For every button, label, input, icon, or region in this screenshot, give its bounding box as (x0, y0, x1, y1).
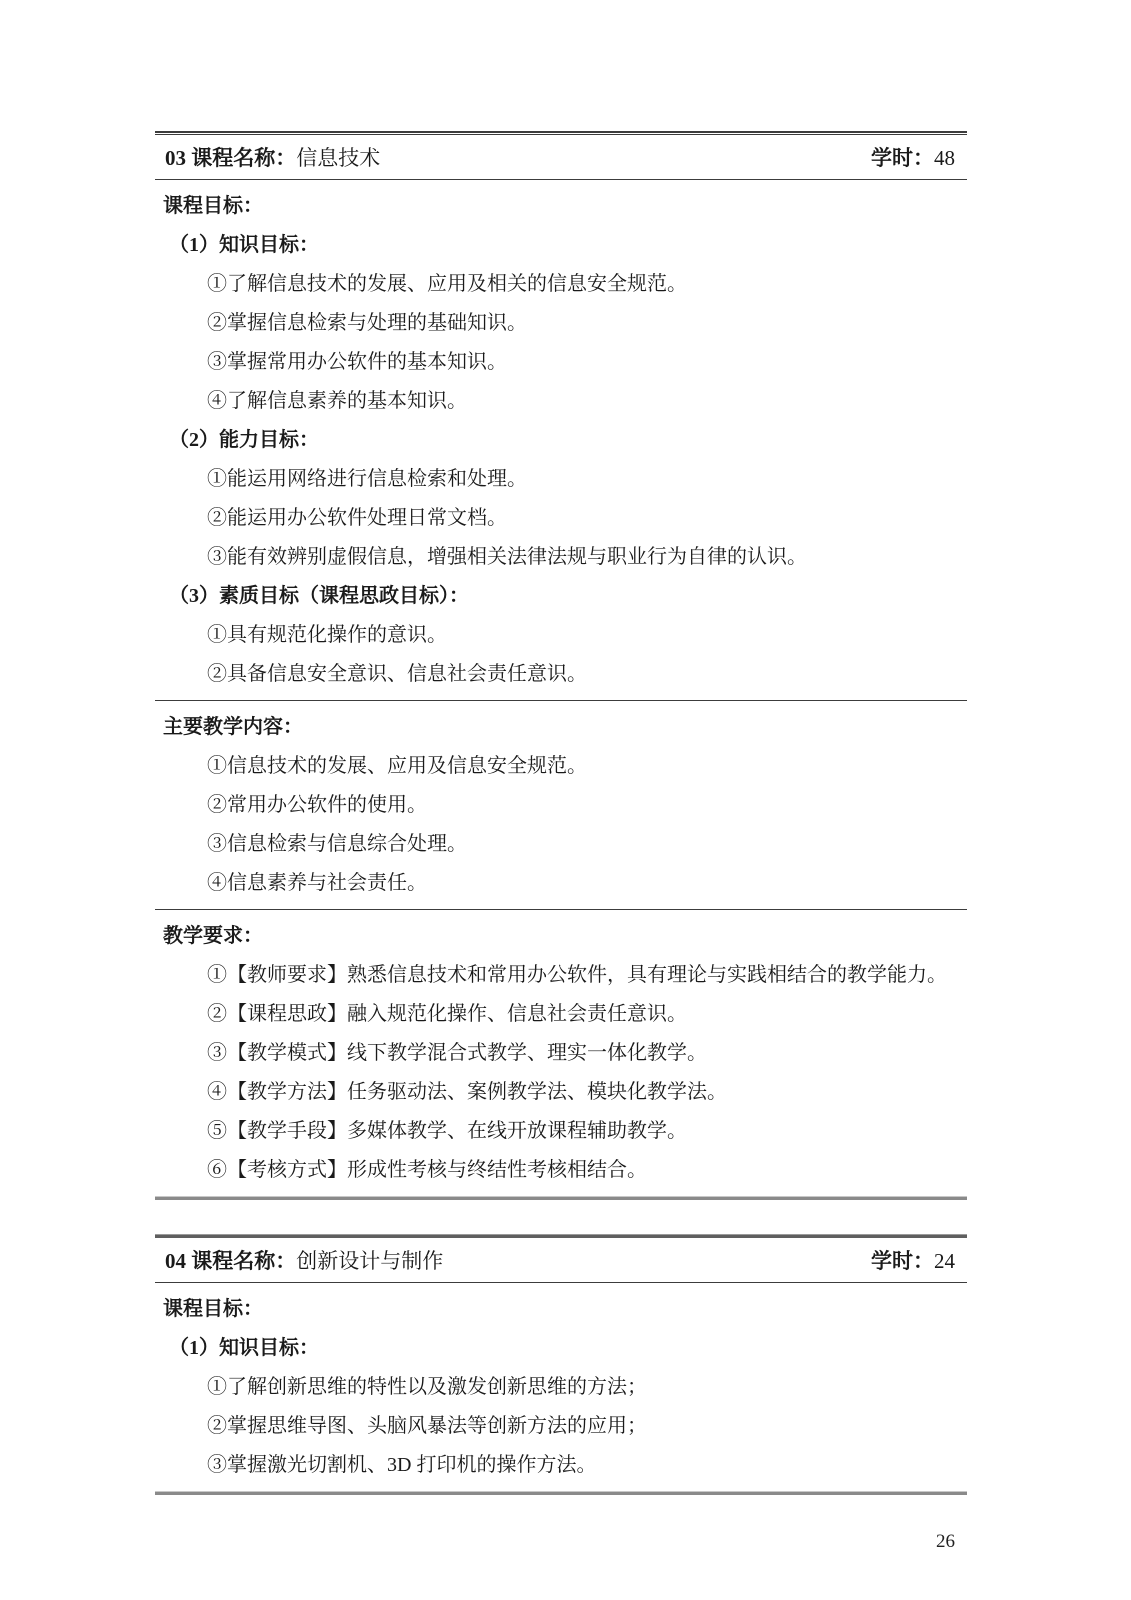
divider-thin (155, 1282, 967, 1283)
course-hours (871, 142, 957, 172)
objective-group-title: （2）能力目标： (169, 429, 319, 451)
divider-thin (155, 700, 967, 701)
course-number-label: 03 课程名称： (165, 146, 297, 170)
list-item: ③信息检索与信息综合处理。 (207, 833, 467, 855)
course-hours (871, 1245, 957, 1275)
list-item: ①具有规范化操作的意识。 (207, 624, 447, 646)
list-item: ③能有效辨别虚假信息，增强相关法律法规与职业行为自律的认识。 (207, 546, 807, 568)
course-03-block (155, 131, 967, 1200)
list-item: ①能运用网络进行信息检索和处理。 (207, 468, 527, 490)
requirements-list (155, 962, 967, 1183)
course-title: 信息技术 (296, 146, 381, 170)
list-item: ④了解信息素养的基本知识。 (207, 390, 467, 412)
list-item: ⑤【教学手段】多媒体教学、在线开放课程辅助教学。 (207, 1120, 687, 1142)
hours-label: 学时： (871, 146, 934, 170)
block-gap (155, 1200, 967, 1234)
objectives-heading: 课程目标： (163, 1298, 263, 1320)
objective-group-title: （3）素质目标（课程思政目标）： (169, 585, 469, 607)
hours-label: 学时： (871, 1249, 934, 1273)
list-item: ②具备信息安全意识、信息社会责任意识。 (207, 663, 587, 685)
list-item: ④【教学方法】任务驱动法、案例教学法、模块化教学法。 (207, 1081, 727, 1103)
document-page (155, 131, 967, 1553)
list-item: ②能运用办公软件处理日常文档。 (207, 507, 507, 529)
list-item: ②掌握思维导图、头脑风暴法等创新方法的应用； (207, 1415, 647, 1437)
list-item: ③掌握激光切割机、3D 打印机的操作方法。 (207, 1454, 597, 1476)
requirements-heading: 教学要求： (163, 925, 263, 947)
list-item: ②掌握信息检索与处理的基础知识。 (207, 312, 527, 334)
objectives-list (155, 232, 967, 687)
course-title-row (165, 1245, 443, 1275)
course-title: 创新设计与制作 (296, 1249, 444, 1273)
divider-thick-bottom (155, 1491, 967, 1495)
course-title-row (165, 142, 380, 172)
hours-value: 24 (934, 1249, 955, 1273)
objectives-list (155, 1335, 967, 1478)
content-list (155, 753, 967, 896)
list-item: ③【教学模式】线下教学混合式教学、理实一体化教学。 (207, 1042, 707, 1064)
list-item: ①信息技术的发展、应用及信息安全规范。 (207, 755, 587, 777)
divider-thin (155, 909, 967, 910)
hours-value: 48 (934, 146, 955, 170)
page-number: 26 (936, 1531, 955, 1552)
list-item: ①【教师要求】熟悉信息技术和常用办公软件，具有理论与实践相结合的教学能力。 (207, 964, 947, 986)
course-number-label: 04 课程名称： (165, 1249, 297, 1273)
course-03-header (155, 135, 967, 179)
list-item: ①了解创新思维的特性以及激发创新思维的方法； (207, 1376, 647, 1398)
course-04-block (155, 1234, 967, 1495)
objective-group-title: （1）知识目标： (169, 234, 319, 256)
list-item: ②常用办公软件的使用。 (207, 794, 427, 816)
list-item: ①了解信息技术的发展、应用及相关的信息安全规范。 (207, 273, 687, 295)
content-heading: 主要教学内容： (163, 716, 303, 738)
list-item: ②【课程思政】融入规范化操作、信息社会责任意识。 (207, 1003, 687, 1025)
divider-thin (155, 179, 967, 180)
objective-group-title: （1）知识目标： (169, 1337, 319, 1359)
course-04-header (155, 1238, 967, 1282)
list-item: ④信息素养与社会责任。 (207, 872, 427, 894)
list-item: ⑥【考核方式】形成性考核与终结性考核相结合。 (207, 1159, 647, 1181)
objectives-heading: 课程目标： (163, 195, 263, 217)
list-item: ③掌握常用办公软件的基本知识。 (207, 351, 507, 373)
